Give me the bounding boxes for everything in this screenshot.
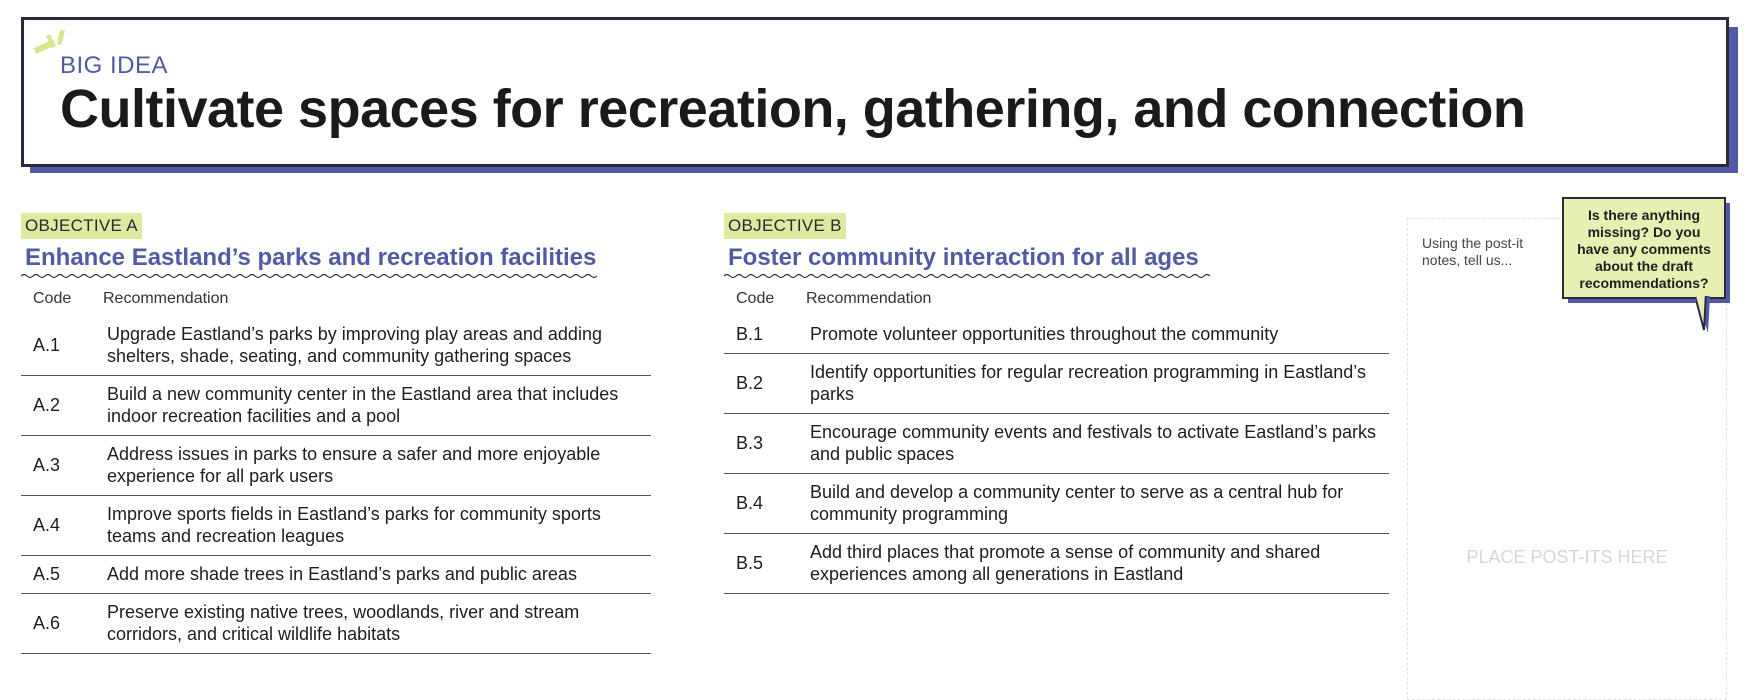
table-row [724, 534, 1389, 594]
table-row [21, 376, 651, 436]
objective-tag: OBJECTIVE A [21, 213, 142, 239]
post-it-instruction: Using the post-it notes, tell us... [1422, 235, 1524, 268]
row-code: B.1 [724, 316, 806, 354]
row-code: A.1 [21, 316, 103, 376]
post-it-placeholder: PLACE POST-ITS HERE [1466, 547, 1668, 567]
row-recommendation: Improve sports fields in Eastland’s parks for community sports teams and recreation leagues [103, 496, 651, 556]
column-header-code: Code [736, 290, 775, 307]
table-row [724, 316, 1389, 354]
column-header-recommendation: Recommendation [806, 290, 932, 307]
table-row [21, 556, 651, 594]
table-row [21, 436, 651, 496]
row-code: A.5 [21, 556, 103, 594]
column-header-code: Code [33, 290, 72, 307]
squiggle-divider [724, 272, 1214, 280]
row-code: B.5 [724, 534, 806, 594]
row-recommendation: Upgrade Eastland’s parks by improving play areas and adding shelters, shade, seating, and community gathering spaces [103, 316, 651, 376]
objective-title: Foster community interaction for all ages [728, 244, 1199, 271]
row-code: A.3 [21, 436, 103, 496]
row-code: B.3 [724, 414, 806, 474]
speech-bubble-tail [1696, 296, 1718, 336]
objective-a [21, 213, 651, 654]
speech-bubble: Is there anything missing? Do you have any comments about the draft recommendations? [1562, 197, 1726, 299]
row-code: A.6 [21, 594, 103, 654]
recommendations-table-b [724, 290, 1389, 594]
eyebrow-label: BIG IDEA [60, 52, 169, 79]
squiggle-divider [21, 272, 601, 280]
objective-title: Enhance Eastland’s parks and recreation facilities [25, 244, 597, 271]
row-code: A.4 [21, 496, 103, 556]
row-recommendation: Build and develop a community center to serve as a central hub for community programming [806, 474, 1389, 534]
row-recommendation: Add third places that promote a sense of community and shared experiences among all generations in Eastland [806, 534, 1389, 594]
table-row [724, 414, 1389, 474]
table-row [21, 316, 651, 376]
row-recommendation: Promote volunteer opportunities throughout the community [806, 316, 1389, 354]
table-row [724, 354, 1389, 414]
page-title: Cultivate spaces for recreation, gathering, and connection [60, 79, 1526, 139]
objective-tag: OBJECTIVE B [724, 213, 846, 239]
row-code: B.4 [724, 474, 806, 534]
row-recommendation: Identify opportunities for regular recreation programming in Eastland’s parks [806, 354, 1389, 414]
recommendations-table-a [21, 290, 651, 654]
column-header-recommendation: Recommendation [103, 290, 229, 307]
table-row [724, 474, 1389, 534]
row-code: B.2 [724, 354, 806, 414]
row-recommendation: Encourage community events and festivals to activate Eastland’s parks and public spaces [806, 414, 1389, 474]
objective-b [724, 213, 1389, 594]
table-row [21, 496, 651, 556]
row-recommendation: Add more shade trees in Eastland’s parks and public areas [103, 556, 651, 594]
table-row [21, 594, 651, 654]
row-recommendation: Build a new community center in the Eastland area that includes indoor recreation facilities and a pool [103, 376, 651, 436]
row-recommendation: Address issues in parks to ensure a safer and more enjoyable experience for all park users [103, 436, 651, 496]
row-code: A.2 [21, 376, 103, 436]
row-recommendation: Preserve existing native trees, woodlands, river and stream corridors, and critical wildlife habitats [103, 594, 651, 654]
